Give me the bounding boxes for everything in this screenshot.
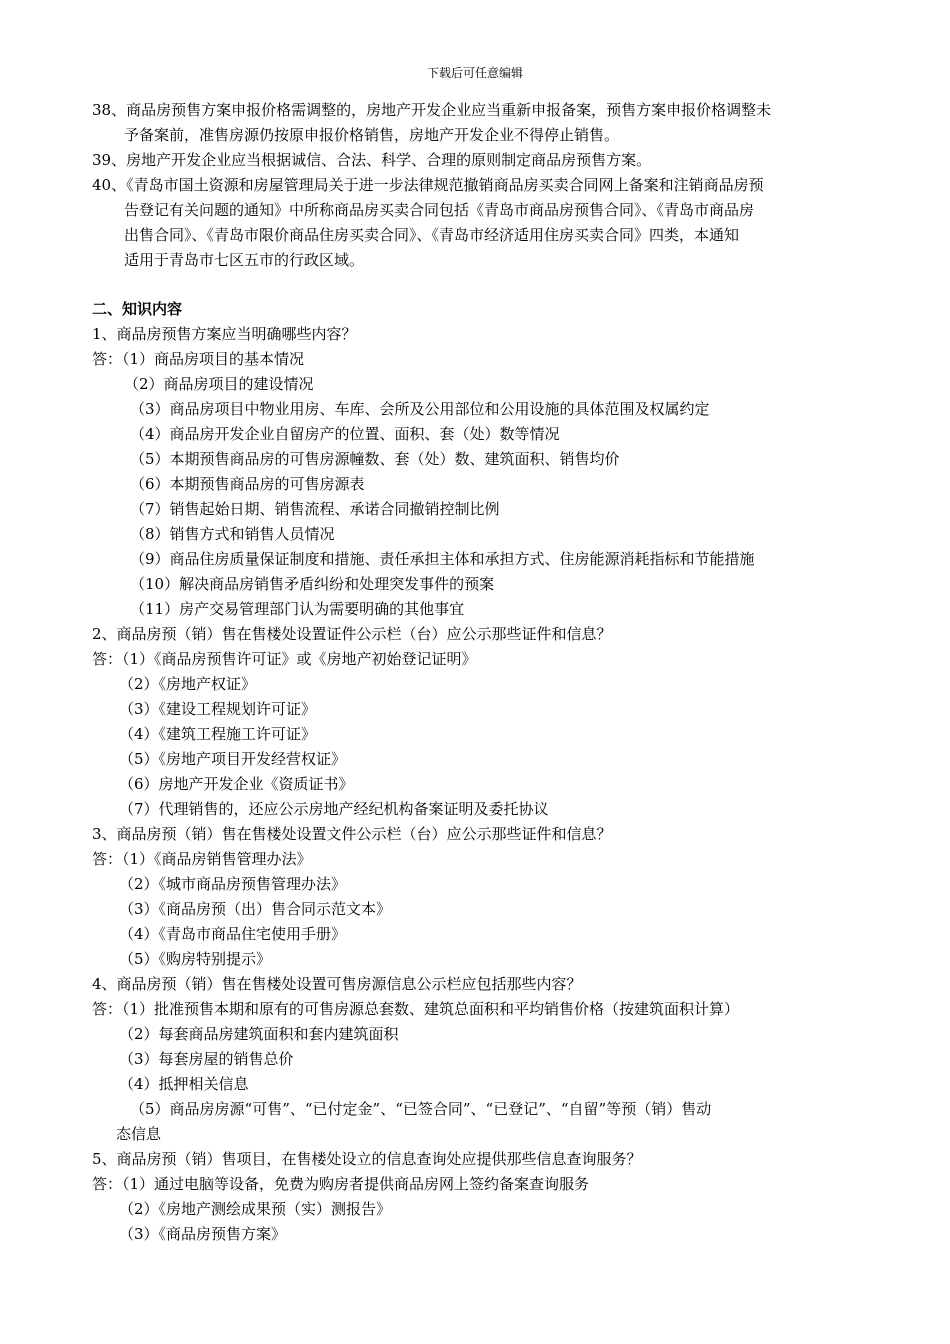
q4-answer-3: （3）每套房屋的销售总价: [119, 1050, 294, 1068]
item-38-line-2: 予备案前，准售房源仍按原申报价格销售，房地产开发企业不得停止销售。: [124, 126, 620, 144]
document-body: [92, 98, 862, 1247]
q1-answer-9: （9）商品住房质量保证制度和措施、责任承担主体和承担方式、住房能源消耗指标和节能措施: [130, 550, 755, 568]
q2-answer-5: （5）《房地产项目开发经营权证》: [119, 750, 347, 768]
q1-question: 1、商品房预售方案应当明确哪些内容？: [92, 325, 357, 343]
q3-answer-4: （4）《青岛市商品住宅使用手册》: [119, 925, 347, 943]
q5-answer-1: 答：（1）通过电脑等设备，免费为购房者提供商品房网上签约备案查询服务: [92, 1175, 590, 1193]
q4-answer-1: 答：（1）批准预售本期和原有的可售房源总套数、建筑总面积和平均销售价格（按建筑面积计算）: [92, 1000, 740, 1018]
item-40-line-2: 告登记有关问题的通知》中所称商品房买卖合同包括《青岛市商品房预售合同》、《青岛市商品房: [124, 201, 755, 219]
q3-answer-1: 答：（1）《商品房销售管理办法》: [92, 850, 312, 868]
q3-question: 3、商品房预（销）售在售楼处设置文件公示栏（台）应公示那些证件和信息？: [92, 825, 612, 843]
q3-answer-3: （3）《商品房预（出）售合同示范文本》: [119, 900, 392, 918]
q1-answer-7: （7）销售起始日期、销售流程、承诺合同撤销控制比例: [130, 500, 500, 518]
q2-answer-2: （2）《房地产权证》: [119, 675, 257, 693]
q2-answer-6: （6）房地产开发企业《资质证书》: [119, 775, 354, 793]
section-gap: [92, 273, 862, 297]
q5-question: 5、商品房预（销）售项目，在售楼处设立的信息查询处应提供那些信息查询服务？: [92, 1150, 642, 1168]
q1-answer-5: （5）本期预售商品房的可售房源幢数、套（处）数、建筑面积、销售均价: [130, 450, 620, 468]
q5-answer-3: （3）《商品房预售方案》: [119, 1225, 287, 1243]
q1-answer-3: （3）商品房项目中物业用房、车库、会所及公用部位和公用设施的具体范围及权属约定: [130, 400, 710, 418]
q2-answer-4: （4）《建筑工程施工许可证》: [119, 725, 317, 743]
page-header: 下载后可任意编辑: [426, 66, 523, 80]
item-40-line-3: 出售合同》、《青岛市限价商品住房买卖合同》、《青岛市经济适用住房买卖合同》四类，本通知: [124, 226, 740, 244]
q4-answer-5-line-1: （5）商品房房源“可售”、“已付定金”、“已签合同”、“已登记”、“自留”等预（销）售动: [130, 1100, 712, 1118]
q4-question: 4、商品房预（销）售在售楼处设置可售房源信息公示栏应包括那些内容？: [92, 975, 582, 993]
q1-answer-6: （6）本期预售商品房的可售房源表: [130, 475, 365, 493]
q5-answer-2: （2）《房地产测绘成果预（实）测报告》: [119, 1200, 392, 1218]
q2-answer-7: （7）代理销售的，还应公示房地产经纪机构备案证明及委托协议: [119, 800, 549, 818]
q3-answer-5: （5）《购房特别提示》: [119, 950, 272, 968]
q2-answer-1: 答：（1）《商品房预售许可证》或《房地产初始登记证明》: [92, 650, 477, 668]
item-40-line-1: 40、《青岛市国土资源和房屋管理局关于进一步法律规范撤销商品房买卖合同网上备案和注销商品房预: [92, 176, 764, 194]
item-38-line-1: 38、商品房预售方案申报价格需调整的，房地产开发企业应当重新申报备案，预售方案申报价格调整未: [92, 101, 772, 119]
q3-answer-2: （2）《城市商品房预售管理办法》: [119, 875, 347, 893]
q1-answer-1: 答：（1）商品房项目的基本情况: [92, 350, 305, 368]
q1-answer-11: （11）房产交易管理部门认为需要明确的其他事宜: [130, 600, 465, 618]
q2-question: 2、商品房预（销）售在售楼处设置证件公示栏（台）应公示那些证件和信息？: [92, 625, 612, 643]
q1-answer-4: （4）商品房开发企业自留房产的位置、面积、套（处）数等情况: [130, 425, 560, 443]
q1-answer-10: （10）解决商品房销售矛盾纠纷和处理突发事件的预案: [130, 575, 495, 593]
q4-answer-5-line-2: 态信息: [116, 1125, 162, 1143]
section-title: 二、知识内容: [92, 300, 183, 318]
item-39-line-1: 39、房地产开发企业应当根据诚信、合法、科学、合理的原则制定商品房预售方案。: [92, 151, 652, 169]
q2-answer-3: （3）《建设工程规划许可证》: [119, 700, 317, 718]
q4-answer-2: （2）每套商品房建筑面积和套内建筑面积: [119, 1025, 399, 1043]
q4-answer-4: （4）抵押相关信息: [119, 1075, 249, 1093]
q1-answer-8: （8）销售方式和销售人员情况: [130, 525, 335, 543]
q1-answer-2: （2）商品房项目的建设情况: [124, 375, 314, 393]
item-40-line-4: 适用于青岛市七区五市的行政区域。: [124, 251, 365, 269]
